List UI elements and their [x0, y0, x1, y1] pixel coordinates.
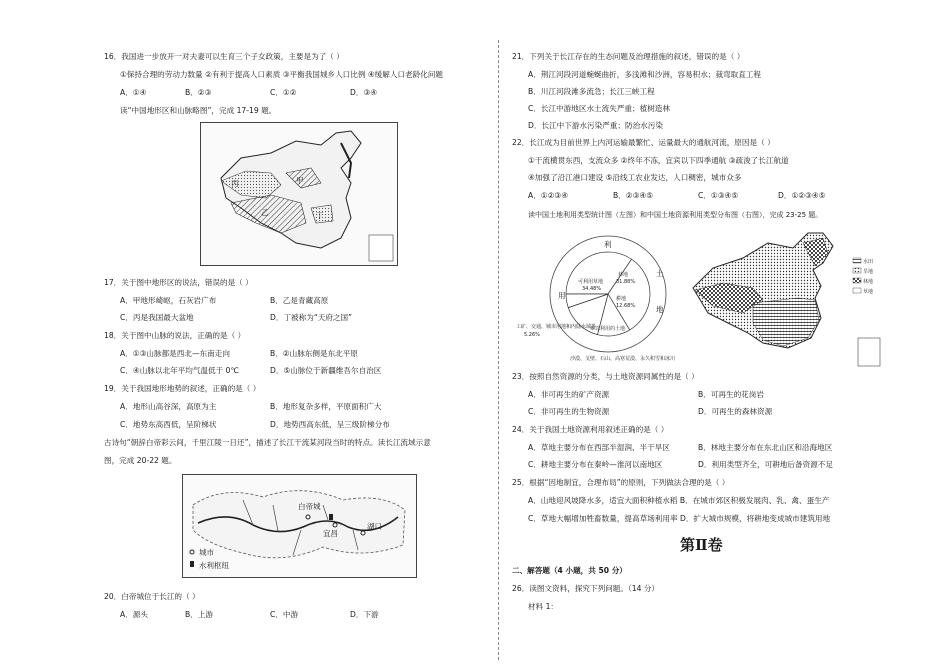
q18-option-a: A．①③山脉都是西北—东南走向 [120, 349, 230, 358]
q22-statements-1: ①干流横贯东西，支流众多 ②终年不冻，宜宾以下四季通航 ③疏浚了长江航道 [528, 156, 789, 165]
q16-option-a: A．①④ [120, 88, 147, 97]
slice-label-cropland: 耕地 [616, 296, 627, 302]
q19-option-d: D．地势西高东低，呈三级阶梯分布 [270, 420, 390, 429]
legend-forest: 林地 [863, 279, 874, 285]
slice-label-industrial: 工矿、交通、城市用地和内陆水域等 [516, 324, 597, 330]
q17-option-b: B．乙是青藏高原 [270, 296, 329, 305]
q22-option-d: D．①②③④⑤ [778, 191, 826, 200]
legend-dryland: 旱地 [863, 269, 874, 275]
q17-option-a: A．甲地形崎岖，石灰岩广布 [120, 296, 217, 305]
city-hukou [361, 531, 365, 535]
q25-options-cd: C．草地大幅增加牲畜数量，提高草场利用率 D．扩大城市规模，将耕地变成城市建筑用地 [528, 514, 831, 523]
legend-city-label: 城市 [199, 548, 214, 557]
legend-forest-swatch [853, 278, 861, 283]
q17-option-c: C．丙是我国最大盆地 [120, 313, 194, 322]
label-hukou: 湖口 [367, 522, 382, 531]
q23-option-a: A．非可再生的矿产资源 [528, 390, 610, 399]
legend-grass: 草地 [863, 289, 874, 295]
q22-option-a: A．①②③④ [528, 191, 569, 200]
map1-label-bing: 丙 [231, 179, 239, 188]
city-yichang [333, 523, 337, 527]
legend-city-icon [190, 550, 194, 554]
land-use-pie-figure [516, 228, 686, 368]
q23-stem: 23．按照自然资源的分类，与土地资源同属性的是（ ） [512, 372, 699, 381]
read-instruction-2: 读中国土地利用类型统计图（左图）和中国土地资源利用类型分布图（右图），完成 23-25 题。 [528, 211, 823, 219]
q24-option-a: A．草地主要分布在西部半湿润、半干旱区 [528, 443, 670, 452]
q16-option-b: B．②③ [185, 88, 212, 97]
slice-pct-industrial: 5.26% [524, 332, 540, 338]
slice-label-unusable: 难以利用的土地 [590, 326, 626, 332]
q22-option-c: C．①③④⑤ [698, 191, 739, 200]
slice-pct-forest: 31.88% [616, 279, 636, 285]
legend-dryland-swatch [853, 268, 861, 273]
q21-option-b: B．川江河段滩多流急；长江三峡工程 [528, 87, 655, 96]
column-divider [498, 40, 499, 660]
material-1-label: 材料 1： [528, 602, 559, 611]
q23-option-b: B．可再生的花岗岩 [698, 390, 764, 399]
q24-option-c: C．耕地主要分布在秦岭—淮河以南地区 [528, 460, 663, 469]
map1-label-yi: 乙 [261, 208, 269, 217]
land-use-pie-svg [516, 228, 686, 368]
land-resource-map [683, 228, 883, 368]
china-terrain-map-svg [201, 123, 397, 265]
legend-dam-label: 水利枢纽 [199, 561, 229, 570]
label-baidicheng: 白帝城 [298, 502, 321, 511]
q20-option-d: D．下游 [350, 610, 379, 619]
ring-label-tu: 土 [656, 269, 664, 278]
map1-label-jia: 甲 [296, 176, 304, 185]
map-inset [858, 338, 880, 366]
q26-stem: 26．读图文资料，探究下列问题。（14 分） [512, 584, 660, 593]
q18-option-b: B．②山脉东侧是东北平原 [270, 349, 358, 358]
q19-stem: 19．关于我国地形地势的叙述，正确的是（ ） [104, 384, 261, 393]
read-instruction-1: 读“中国地形区和山脉略图”，完成 17-19 题。 [120, 106, 277, 115]
q22-option-b: B．②③④⑤ [613, 191, 654, 200]
q24-option-d: D．利用类型齐全，可耕地后备资源不足 [698, 460, 833, 469]
q16-option-d: D．③④ [350, 88, 378, 97]
legend-paddy: 水田 [863, 259, 874, 265]
section-two-heading: 二、解答题（4 小题，共 50 分） [512, 566, 627, 575]
part-two-title: 第Ⅱ卷 [680, 536, 723, 554]
ring-label-li: 利 [604, 240, 612, 249]
q17-stem: 17．关于图中地形区的说法，错误的是（ ） [104, 278, 253, 287]
q21-stem: 21．下列关于长江存在的生态问题及治理措施的叙述，错误的是（ ） [512, 52, 745, 61]
legend-dam-icon [190, 561, 194, 567]
q18-stem: 18．关于图中山脉的说法，正确的是（ ） [104, 331, 246, 340]
slice-label-forest: 林地 [618, 272, 629, 278]
ring-label-yong: 用 [558, 291, 566, 300]
ring-label-di: 地 [656, 305, 664, 314]
map1-label-ding: 丁 [316, 211, 324, 220]
q22-statements-2: ④加强了沿江港口建设 ⑤沿线工农业发达，人口稠密，城市众多 [528, 173, 742, 182]
q16-statements: ①保持合理的劳动力数量 ②有利于提高人口素质 ③平衡我国城乡人口比例 ④缓解人口老龄化问题 [120, 70, 444, 79]
q16-option-c: C．①② [270, 88, 297, 97]
pie-bottom-note: 沙漠、戈壁、石山、高寒荒漠、永久积雪和冰川 [570, 356, 676, 362]
q18-option-d: D．⑤山脉位于新疆维吾尔自治区 [270, 366, 382, 375]
q25-options-ab: A．山地迎风坡降水多，适宜大面积种植水稻 B．在城市郊区积极发展肉、乳、禽、蛋生产 [528, 496, 830, 505]
south-sea-inset [369, 235, 393, 261]
slice-pct-grassland: 34.48% [582, 286, 602, 292]
q24-option-b: B．林地主要分布在东北山区和沿海地区 [698, 443, 833, 452]
q22-stem: 22．长江成为目前世界上内河运输最繁忙、运量最大的通航河流，原因是（ ） [512, 138, 775, 147]
city-baidi [306, 515, 310, 519]
land-resource-map-svg [683, 228, 883, 368]
slice-label-grassland: 可利用草地 [578, 279, 604, 285]
q23-option-d: D．可再生的森林资源 [698, 407, 773, 416]
q21-option-d: D．长江中下游水污染严重；防治水污染 [528, 121, 663, 130]
q24-stem: 24．关于我国土地资源利用叙述正确的是（ ） [512, 425, 669, 434]
china-terrain-map [200, 122, 398, 266]
q20-option-a: A．源头 [120, 610, 148, 619]
q19-option-c: C．地势东高西低，呈阶梯状 [120, 420, 217, 429]
slice-pct-cropland: 12.68% [616, 303, 636, 309]
q21-option-a: A．荆江河段河道蜿蜒曲折，多浅滩和沙洲，容易积水；裁弯取直工程 [528, 70, 762, 79]
yangtze-basin-map-svg [183, 475, 416, 577]
yangtze-basin-map [182, 474, 417, 578]
poem-intro-line-1: 古诗句“朝辞白帝彩云间，千里江陵一日还”，描述了长江干流某河段当时的特点。读长江流域示意 [104, 438, 431, 447]
q25-stem: 25．根据“因地制宜，合理布局”的原则，下列做法合理的是（ ） [512, 478, 730, 487]
q19-option-a: A．地形山高谷深，高原为主 [120, 402, 217, 411]
right-column [508, 0, 908, 672]
dam-marker [329, 514, 333, 520]
q21-option-c: C．长江中游地区水土流失严重；植树造林 [528, 104, 670, 113]
q23-option-c: C．非可再生的生物资源 [528, 407, 610, 416]
q20-stem: 20．白帝城位于长江的（ ） [104, 592, 200, 601]
q18-option-c: C．④山脉以北年平均气温低于 0℃ [120, 366, 240, 375]
q17-option-d: D．丁被称为“天府之国” [270, 313, 353, 322]
label-yichang: 宜昌 [323, 529, 338, 538]
q19-option-b: B．地形复杂多样，平原面积广大 [270, 402, 382, 411]
q20-option-b: B．上游 [185, 610, 213, 619]
left-column [100, 0, 485, 672]
legend-paddy-swatch [853, 258, 861, 263]
legend-grass-swatch [853, 288, 861, 293]
q20-option-c: C．中游 [270, 610, 299, 619]
poem-intro-line-2: 图，完成 20-22 题。 [104, 456, 177, 465]
q16-stem: 16．我国进一步放开一对夫妻可以生育三个子女政策，主要是为了（ ） [104, 52, 344, 61]
